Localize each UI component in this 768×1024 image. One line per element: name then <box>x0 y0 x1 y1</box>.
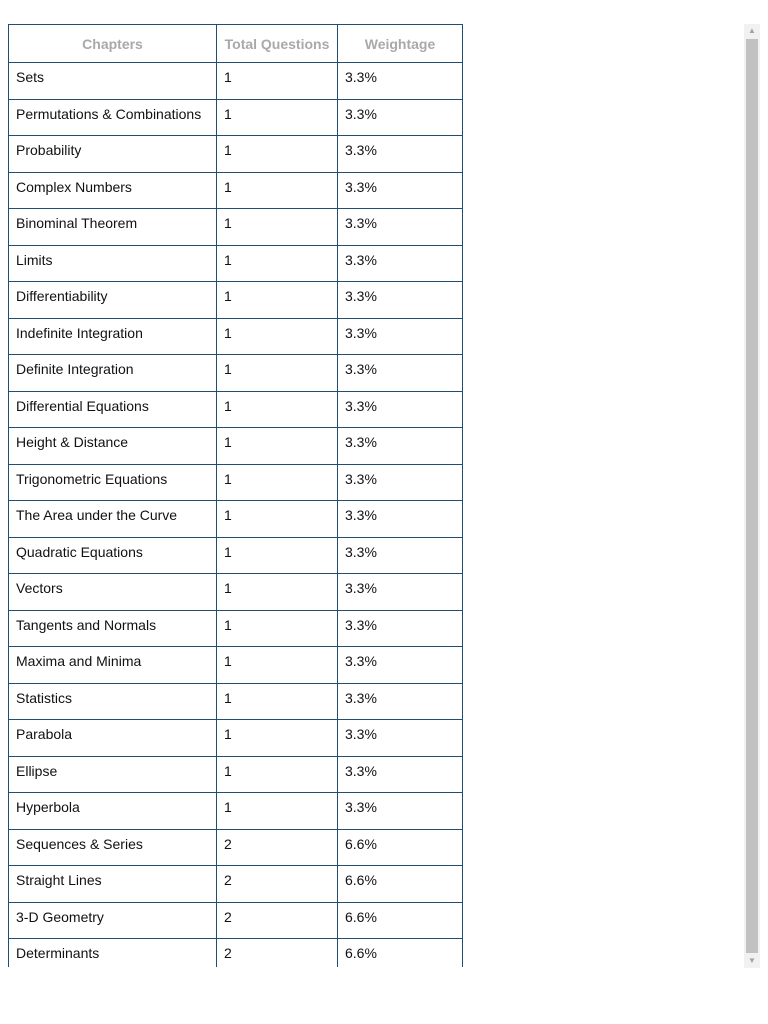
cell-total-questions: 1 <box>217 756 338 793</box>
table-row <box>9 428 463 465</box>
table-row <box>9 793 463 830</box>
table-row <box>9 902 463 939</box>
table-body <box>9 63 463 968</box>
cell-weightage: 3.3% <box>338 720 463 757</box>
cell-chapter: Hyperbola <box>9 793 217 830</box>
cell-chapter: Trigonometric Equations <box>9 464 217 501</box>
table-row <box>9 610 463 647</box>
cell-chapter: Binominal Theorem <box>9 209 217 246</box>
cell-total-questions: 1 <box>217 63 338 100</box>
cell-chapter: Differentiability <box>9 282 217 319</box>
cell-total-questions: 2 <box>217 939 338 968</box>
cell-chapter: Tangents and Normals <box>9 610 217 647</box>
cell-total-questions: 1 <box>217 501 338 538</box>
header-total-questions: Total Questions <box>217 25 338 63</box>
cell-weightage: 3.3% <box>338 501 463 538</box>
table-row <box>9 683 463 720</box>
table-row <box>9 939 463 968</box>
table-row <box>9 99 463 136</box>
table-row <box>9 647 463 684</box>
cell-total-questions: 1 <box>217 720 338 757</box>
cell-chapter: Vectors <box>9 574 217 611</box>
table-row <box>9 756 463 793</box>
chapter-weightage-table <box>8 24 463 967</box>
cell-weightage: 3.3% <box>338 63 463 100</box>
cell-weightage: 6.6% <box>338 829 463 866</box>
cell-weightage: 3.3% <box>338 245 463 282</box>
cell-total-questions: 1 <box>217 464 338 501</box>
table-row <box>9 318 463 355</box>
cell-chapter: Sets <box>9 63 217 100</box>
cell-chapter: Indefinite Integration <box>9 318 217 355</box>
cell-weightage: 3.3% <box>338 574 463 611</box>
table-row <box>9 866 463 903</box>
header-row <box>9 25 463 63</box>
scrollbar-thumb[interactable] <box>746 39 758 953</box>
cell-chapter: Maxima and Minima <box>9 647 217 684</box>
table-row <box>9 136 463 173</box>
scroll-up-arrow-icon[interactable]: ▲ <box>748 26 756 35</box>
cell-total-questions: 1 <box>217 209 338 246</box>
cell-total-questions: 1 <box>217 136 338 173</box>
table-row <box>9 209 463 246</box>
cell-weightage: 3.3% <box>338 610 463 647</box>
scroll-down-arrow-icon[interactable]: ▼ <box>748 956 756 965</box>
cell-weightage: 3.3% <box>338 464 463 501</box>
cell-chapter: Straight Lines <box>9 866 217 903</box>
cell-chapter: Permutations & Combinations <box>9 99 217 136</box>
cell-chapter: Differential Equations <box>9 391 217 428</box>
cell-weightage: 3.3% <box>338 647 463 684</box>
cell-chapter: Complex Numbers <box>9 172 217 209</box>
cell-weightage: 3.3% <box>338 318 463 355</box>
cell-total-questions: 1 <box>217 683 338 720</box>
cell-chapter: Height & Distance <box>9 428 217 465</box>
table-row <box>9 537 463 574</box>
cell-weightage: 3.3% <box>338 391 463 428</box>
cell-total-questions: 2 <box>217 866 338 903</box>
table-row <box>9 355 463 392</box>
cell-weightage: 6.6% <box>338 866 463 903</box>
cell-total-questions: 1 <box>217 318 338 355</box>
table-row <box>9 501 463 538</box>
cell-weightage: 3.3% <box>338 756 463 793</box>
cell-weightage: 3.3% <box>338 99 463 136</box>
cell-chapter: Ellipse <box>9 756 217 793</box>
cell-chapter: Determinants <box>9 939 217 968</box>
table-row <box>9 63 463 100</box>
cell-weightage: 3.3% <box>338 172 463 209</box>
cell-chapter: 3-D Geometry <box>9 902 217 939</box>
table-row <box>9 245 463 282</box>
cell-weightage: 6.6% <box>338 902 463 939</box>
cell-chapter: Sequences & Series <box>9 829 217 866</box>
table-row <box>9 720 463 757</box>
cell-weightage: 3.3% <box>338 428 463 465</box>
cell-total-questions: 1 <box>217 172 338 209</box>
cell-total-questions: 1 <box>217 428 338 465</box>
table-row <box>9 172 463 209</box>
cell-total-questions: 1 <box>217 355 338 392</box>
cell-weightage: 3.3% <box>338 136 463 173</box>
cell-total-questions: 1 <box>217 793 338 830</box>
cell-chapter: Definite Integration <box>9 355 217 392</box>
cell-total-questions: 1 <box>217 647 338 684</box>
table-header <box>9 25 463 63</box>
table-row <box>9 574 463 611</box>
table-row <box>9 464 463 501</box>
cell-chapter: Parabola <box>9 720 217 757</box>
cell-total-questions: 1 <box>217 391 338 428</box>
cell-weightage: 3.3% <box>338 537 463 574</box>
cell-chapter: The Area under the Curve <box>9 501 217 538</box>
cell-weightage: 3.3% <box>338 355 463 392</box>
cell-weightage: 3.3% <box>338 282 463 319</box>
cell-chapter: Limits <box>9 245 217 282</box>
cell-total-questions: 2 <box>217 902 338 939</box>
cell-total-questions: 1 <box>217 245 338 282</box>
cell-total-questions: 1 <box>217 282 338 319</box>
cell-total-questions: 2 <box>217 829 338 866</box>
cell-chapter: Probability <box>9 136 217 173</box>
cell-chapter: Statistics <box>9 683 217 720</box>
cell-weightage: 6.6% <box>338 939 463 968</box>
cell-weightage: 3.3% <box>338 209 463 246</box>
table-row <box>9 282 463 319</box>
cell-total-questions: 1 <box>217 99 338 136</box>
header-weightage: Weightage <box>338 25 463 63</box>
cell-weightage: 3.3% <box>338 683 463 720</box>
cell-total-questions: 1 <box>217 574 338 611</box>
table-row <box>9 829 463 866</box>
header-chapters: Chapters <box>9 25 217 63</box>
vertical-scrollbar[interactable] <box>744 24 760 968</box>
cell-total-questions: 1 <box>217 537 338 574</box>
cell-chapter: Quadratic Equations <box>9 537 217 574</box>
cell-total-questions: 1 <box>217 610 338 647</box>
cell-weightage: 3.3% <box>338 793 463 830</box>
table-row <box>9 391 463 428</box>
